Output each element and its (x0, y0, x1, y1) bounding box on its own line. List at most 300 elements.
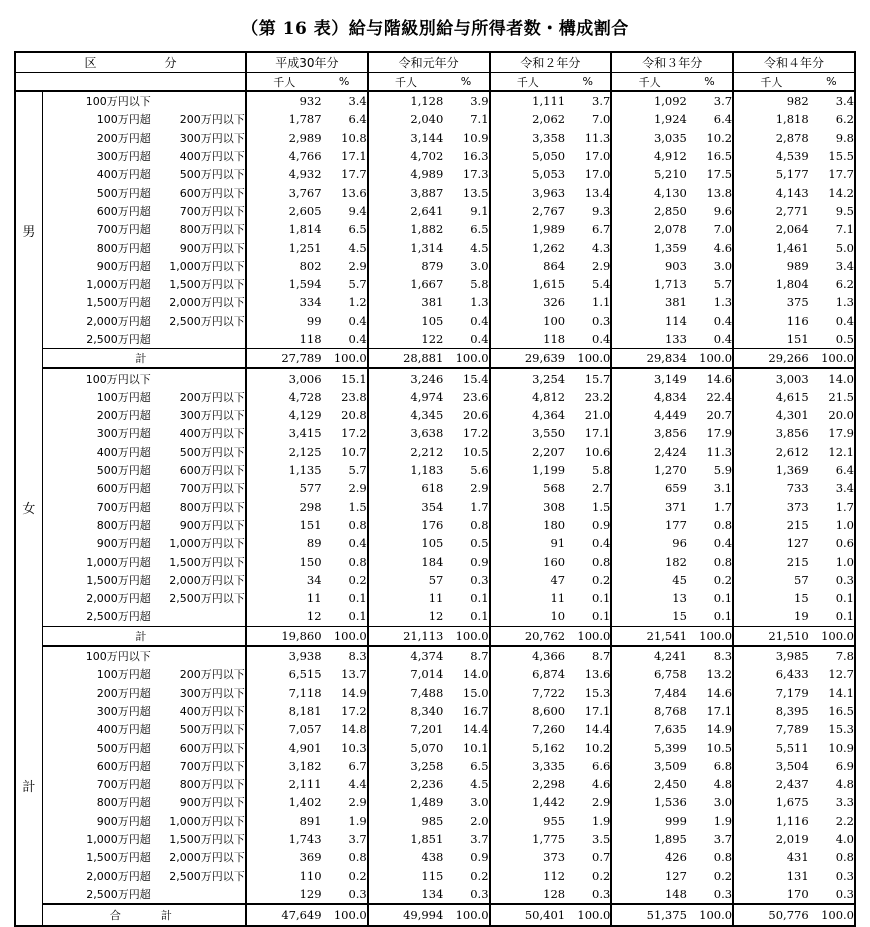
bracket-label: 2,500万円超 (42, 607, 246, 626)
value-pct: 4.8 (809, 775, 855, 793)
value-pct: 20.7 (687, 406, 733, 424)
table-row (15, 702, 855, 720)
table-header-units (15, 73, 855, 92)
value-pct: 14.8 (322, 720, 368, 738)
subtotal-count: 47,649 (246, 904, 322, 926)
value-count: 215 (786, 554, 809, 569)
value-pct: 13.4 (565, 183, 611, 201)
table-row (15, 257, 855, 275)
value-count: 5,070 (410, 740, 444, 755)
subtotal-pct: 100.0 (687, 904, 733, 926)
value-count: 160 (543, 554, 566, 569)
value-count: 1,116 (775, 813, 809, 828)
value-pct: 0.1 (687, 589, 733, 607)
value-count: 1,814 (288, 222, 322, 237)
subtotal-pct: 100.0 (809, 349, 855, 369)
subtotal-label: 合 計 (42, 904, 246, 926)
value-pct: 17.2 (443, 424, 489, 442)
value-pct: 14.6 (687, 368, 733, 387)
value-count: 932 (299, 94, 322, 109)
value-count: 19 (794, 609, 809, 624)
value-pct: 1.3 (687, 293, 733, 311)
bracket-label: 300万円超 400万円以下 (42, 424, 246, 442)
table-row (15, 202, 855, 220)
value-count: 7,635 (653, 722, 687, 737)
value-pct: 7.1 (809, 220, 855, 238)
subtotal-count: 21,510 (733, 626, 809, 646)
value-count: 57 (428, 572, 444, 587)
value-pct: 0.3 (322, 885, 368, 904)
value-count: 134 (421, 886, 444, 901)
value-pct: 0.1 (565, 589, 611, 607)
value-pct: 2.9 (565, 793, 611, 811)
value-count: 177 (664, 517, 687, 532)
value-count: 4,974 (410, 389, 444, 404)
value-pct: 0.3 (443, 885, 489, 904)
value-pct: 6.4 (322, 110, 368, 128)
value-count: 2,771 (775, 203, 809, 218)
value-count: 182 (664, 554, 687, 569)
value-count: 151 (299, 517, 322, 532)
value-count: 1,314 (410, 240, 444, 255)
value-pct: 1.2 (322, 293, 368, 311)
value-count: 308 (543, 499, 566, 514)
value-pct: 14.0 (443, 665, 489, 683)
value-pct: 3.4 (809, 91, 855, 110)
value-pct: 2.9 (565, 257, 611, 275)
value-pct: 0.2 (687, 571, 733, 589)
value-count: 3,182 (288, 758, 322, 773)
value-count: 2,207 (532, 444, 566, 459)
subtotal-count: 51,375 (611, 904, 687, 926)
value-count: 100 (543, 313, 566, 328)
bracket-label: 700万円超 800万円以下 (42, 498, 246, 516)
value-pct: 10.3 (322, 738, 368, 756)
value-pct: 1.7 (687, 498, 733, 516)
table-row (15, 812, 855, 830)
value-pct: 17.0 (565, 165, 611, 183)
value-count: 57 (794, 572, 809, 587)
bracket-label: 100万円超 200万円以下 (42, 665, 246, 683)
value-count: 1,461 (775, 240, 809, 255)
table-row (15, 312, 855, 330)
value-count: 3,035 (653, 130, 687, 145)
category-male: 男 (15, 91, 42, 368)
value-pct: 13.2 (687, 665, 733, 683)
value-count: 115 (421, 868, 444, 883)
value-pct: 0.8 (809, 848, 855, 866)
value-pct: 17.9 (809, 424, 855, 442)
value-pct: 10.2 (565, 738, 611, 756)
value-pct: 2.9 (322, 793, 368, 811)
value-count: 733 (786, 481, 809, 496)
value-pct: 6.2 (809, 110, 855, 128)
subtotal-count: 20,762 (490, 626, 566, 646)
value-count: 4,702 (410, 149, 444, 164)
value-pct: 14.6 (687, 684, 733, 702)
value-pct: 0.9 (565, 516, 611, 534)
table-row (15, 738, 855, 756)
value-count: 170 (786, 886, 809, 901)
table-row (15, 866, 855, 884)
value-pct: 3.7 (443, 830, 489, 848)
value-pct: 2.2 (809, 812, 855, 830)
value-count: 128 (543, 886, 566, 901)
value-count: 150 (299, 554, 322, 569)
value-count: 10 (550, 609, 566, 624)
value-count: 3,856 (653, 426, 687, 441)
table-row (15, 461, 855, 479)
value-count: 89 (306, 536, 322, 551)
value-count: 5,050 (532, 149, 566, 164)
value-count: 4,345 (410, 408, 444, 423)
table-row (15, 757, 855, 775)
value-count: 955 (543, 813, 566, 828)
header-year-0: 平成30年分 (246, 52, 368, 73)
value-pct: 5.8 (565, 461, 611, 479)
subtotal-count: 50,401 (490, 904, 566, 926)
value-pct: 9.6 (687, 202, 733, 220)
value-count: 1,818 (775, 112, 809, 127)
value-count: 4,728 (288, 389, 322, 404)
value-pct: 0.1 (443, 607, 489, 626)
table-row (15, 91, 855, 110)
value-pct: 0.8 (322, 848, 368, 866)
value-pct: 16.3 (443, 147, 489, 165)
value-count: 12 (428, 609, 444, 624)
value-count: 2,450 (653, 777, 687, 792)
value-pct: 4.0 (809, 830, 855, 848)
header-units-blank (15, 73, 246, 92)
bracket-label: 1,500万円超 2,000万円以下 (42, 571, 246, 589)
bracket-label: 100万円超 200万円以下 (42, 110, 246, 128)
value-count: 7,789 (775, 722, 809, 737)
value-pct: 1.3 (809, 293, 855, 311)
bracket-label: 700万円超 800万円以下 (42, 220, 246, 238)
value-pct: 10.9 (443, 129, 489, 147)
subtotal-pct: 100.0 (322, 626, 368, 646)
value-pct: 7.0 (687, 220, 733, 238)
value-count: 1,135 (288, 463, 322, 478)
value-pct: 5.7 (322, 275, 368, 293)
table-row (15, 516, 855, 534)
page-title: （第 16 表）給与階級別給与所得者数・構成割合 (241, 19, 629, 39)
value-pct: 10.8 (322, 129, 368, 147)
value-pct: 1.9 (687, 812, 733, 830)
value-pct: 3.7 (565, 91, 611, 110)
value-count: 13 (672, 591, 687, 606)
table-row (15, 238, 855, 256)
table-row (15, 775, 855, 793)
value-pct: 4.5 (322, 238, 368, 256)
value-pct: 17.3 (443, 165, 489, 183)
value-count: 7,014 (410, 667, 444, 682)
value-pct: 7.0 (565, 110, 611, 128)
value-pct: 7.1 (443, 110, 489, 128)
bracket-label: 2,500万円超 (42, 330, 246, 349)
value-pct: 15.3 (565, 684, 611, 702)
value-count: 7,118 (288, 685, 322, 700)
value-count: 4,912 (653, 149, 687, 164)
value-count: 45 (672, 572, 687, 587)
value-count: 2,989 (288, 130, 322, 145)
value-count: 999 (664, 813, 687, 828)
value-count: 4,834 (653, 389, 687, 404)
value-count: 176 (421, 517, 444, 532)
value-count: 426 (664, 850, 687, 865)
value-count: 3,638 (410, 426, 444, 441)
value-pct: 6.7 (322, 757, 368, 775)
value-pct: 4.3 (565, 238, 611, 256)
value-pct: 0.4 (687, 330, 733, 349)
value-pct: 5.7 (322, 461, 368, 479)
subtotal-row-female (15, 626, 855, 646)
table-row (15, 147, 855, 165)
value-pct: 1.9 (565, 812, 611, 830)
bracket-label: 900万円超 1,000万円以下 (42, 534, 246, 552)
category-female: 女 (15, 368, 42, 645)
value-pct: 15.7 (565, 368, 611, 387)
value-pct: 13.6 (322, 183, 368, 201)
subtotal-pct: 100.0 (322, 349, 368, 369)
table-row (15, 220, 855, 238)
value-pct: 17.5 (687, 165, 733, 183)
subtotal-pct: 100.0 (687, 349, 733, 369)
value-pct: 20.8 (322, 406, 368, 424)
value-pct: 14.9 (322, 684, 368, 702)
table-row (15, 368, 855, 387)
value-pct: 0.4 (322, 534, 368, 552)
value-count: 3,254 (532, 371, 566, 386)
value-pct: 15.4 (443, 368, 489, 387)
table-row (15, 607, 855, 626)
value-pct: 0.3 (565, 312, 611, 330)
value-pct: 10.6 (565, 443, 611, 461)
subtotal-pct: 100.0 (565, 349, 611, 369)
value-pct: 16.5 (809, 702, 855, 720)
header-unit-count-0: 千人 (246, 73, 322, 92)
header-unit-pct-4: % (809, 73, 855, 92)
value-count: 99 (306, 313, 322, 328)
bracket-label: 700万円超 800万円以下 (42, 775, 246, 793)
value-count: 148 (664, 886, 687, 901)
value-count: 4,241 (653, 649, 687, 664)
value-count: 1,989 (532, 222, 566, 237)
value-count: 1,128 (410, 94, 444, 109)
value-pct: 8.7 (443, 646, 489, 665)
table-row (15, 330, 855, 349)
bracket-label: 300万円超 400万円以下 (42, 702, 246, 720)
value-pct: 1.3 (443, 293, 489, 311)
bracket-label: 100万円以下 (42, 646, 246, 665)
value-count: 8,340 (410, 703, 444, 718)
value-count: 7,260 (532, 722, 566, 737)
value-pct: 11.3 (687, 443, 733, 461)
table-header-years (15, 52, 855, 73)
value-count: 438 (421, 850, 444, 865)
value-count: 3,550 (532, 426, 566, 441)
value-pct: 9.3 (565, 202, 611, 220)
value-pct: 17.2 (322, 702, 368, 720)
value-count: 3,003 (775, 371, 809, 386)
value-count: 1,369 (775, 463, 809, 478)
value-count: 1,251 (288, 240, 322, 255)
value-count: 5,399 (653, 740, 687, 755)
value-pct: 6.4 (687, 110, 733, 128)
value-pct: 0.8 (322, 552, 368, 570)
value-pct: 13.8 (687, 183, 733, 201)
value-count: 903 (664, 258, 687, 273)
value-pct: 23.8 (322, 388, 368, 406)
bracket-label: 2,000万円超 2,500万円以下 (42, 589, 246, 607)
bracket-label: 200万円超 300万円以下 (42, 129, 246, 147)
value-pct: 5.4 (565, 275, 611, 293)
value-count: 989 (786, 258, 809, 273)
value-count: 34 (306, 572, 322, 587)
header-unit-count-2: 千人 (490, 73, 566, 92)
value-pct: 0.2 (322, 571, 368, 589)
value-count: 1,594 (288, 277, 322, 292)
value-count: 371 (664, 499, 687, 514)
value-count: 568 (543, 481, 566, 496)
value-pct: 0.5 (809, 330, 855, 349)
value-pct: 0.4 (687, 534, 733, 552)
value-count: 1,882 (410, 222, 444, 237)
table-row (15, 183, 855, 201)
value-count: 1,743 (288, 832, 322, 847)
table-row (15, 424, 855, 442)
value-pct: 10.1 (443, 738, 489, 756)
bracket-label: 500万円超 600万円以下 (42, 183, 246, 201)
value-pct: 2.9 (322, 257, 368, 275)
value-pct: 10.7 (322, 443, 368, 461)
bracket-label: 100万円以下 (42, 368, 246, 387)
value-count: 15 (794, 591, 809, 606)
value-pct: 23.6 (443, 388, 489, 406)
value-pct: 0.3 (809, 866, 855, 884)
value-pct: 3.5 (565, 830, 611, 848)
value-count: 373 (786, 499, 809, 514)
subtotal-count: 49,994 (368, 904, 444, 926)
value-pct: 21.5 (809, 388, 855, 406)
value-pct: 0.2 (322, 866, 368, 884)
value-pct: 17.7 (322, 165, 368, 183)
value-count: 879 (421, 258, 444, 273)
value-pct: 0.1 (565, 607, 611, 626)
bracket-label: 500万円超 600万円以下 (42, 461, 246, 479)
value-count: 7,057 (288, 722, 322, 737)
subtotal-pct: 100.0 (443, 904, 489, 926)
value-count: 2,424 (653, 444, 687, 459)
bracket-label: 800万円超 900万円以下 (42, 516, 246, 534)
subtotal-pct: 100.0 (565, 626, 611, 646)
value-count: 985 (421, 813, 444, 828)
value-count: 6,758 (653, 667, 687, 682)
value-count: 2,437 (775, 777, 809, 792)
value-count: 215 (786, 517, 809, 532)
value-count: 7,179 (775, 685, 809, 700)
value-count: 1,667 (410, 277, 444, 292)
value-pct: 0.2 (443, 866, 489, 884)
table-row (15, 388, 855, 406)
header-unit-pct-2: % (565, 73, 611, 92)
value-count: 2,850 (653, 203, 687, 218)
header-year-3: 令和３年分 (611, 52, 733, 73)
value-pct: 8.7 (565, 646, 611, 665)
value-count: 4,374 (410, 649, 444, 664)
value-pct: 23.2 (565, 388, 611, 406)
bracket-label: 900万円超 1,000万円以下 (42, 812, 246, 830)
value-pct: 10.2 (687, 129, 733, 147)
value-count: 151 (786, 332, 809, 346)
value-count: 1,359 (653, 240, 687, 255)
header-year-1: 令和元年分 (368, 52, 490, 73)
value-count: 3,963 (532, 185, 566, 200)
value-count: 659 (664, 481, 687, 496)
value-pct: 7.8 (809, 646, 855, 665)
value-pct: 1.9 (322, 812, 368, 830)
value-pct: 0.4 (565, 534, 611, 552)
header-unit-pct-3: % (687, 73, 733, 92)
value-count: 7,484 (653, 685, 687, 700)
value-count: 326 (543, 295, 566, 310)
value-count: 1,402 (288, 795, 322, 810)
bracket-label: 1,000万円超 1,500万円以下 (42, 552, 246, 570)
value-count: 2,236 (410, 777, 444, 792)
value-count: 12 (306, 609, 322, 624)
value-count: 1,183 (410, 463, 444, 478)
value-count: 1,775 (532, 832, 566, 847)
value-count: 6,874 (532, 667, 566, 682)
value-pct: 0.8 (565, 552, 611, 570)
value-count: 3,246 (410, 371, 444, 386)
value-pct: 2.0 (443, 812, 489, 830)
value-count: 381 (664, 295, 687, 310)
value-pct: 5.8 (443, 275, 489, 293)
value-pct: 3.0 (443, 257, 489, 275)
header-unit-count-4: 千人 (733, 73, 809, 92)
value-count: 3,149 (653, 371, 687, 386)
value-count: 577 (299, 481, 322, 496)
value-pct: 20.0 (809, 406, 855, 424)
value-pct: 4.5 (443, 238, 489, 256)
value-pct: 0.8 (687, 516, 733, 534)
value-count: 1,262 (532, 240, 566, 255)
value-pct: 6.2 (809, 275, 855, 293)
value-count: 127 (786, 536, 809, 551)
subtotal-row-male (15, 349, 855, 369)
value-pct: 0.1 (322, 589, 368, 607)
value-count: 4,812 (532, 389, 566, 404)
value-pct: 0.1 (809, 589, 855, 607)
value-pct: 16.5 (687, 147, 733, 165)
value-pct: 0.2 (687, 866, 733, 884)
table-body (15, 52, 855, 926)
value-pct: 5.9 (687, 461, 733, 479)
bracket-label: 100万円以下 (42, 91, 246, 110)
table-row (15, 406, 855, 424)
value-pct: 9.4 (322, 202, 368, 220)
value-pct: 16.7 (443, 702, 489, 720)
value-pct: 17.9 (687, 424, 733, 442)
value-count: 105 (421, 313, 444, 328)
value-count: 982 (786, 94, 809, 109)
value-pct: 17.1 (565, 702, 611, 720)
table-row (15, 885, 855, 904)
value-pct: 0.5 (443, 534, 489, 552)
value-pct: 1.7 (443, 498, 489, 516)
value-pct: 2.7 (565, 479, 611, 497)
